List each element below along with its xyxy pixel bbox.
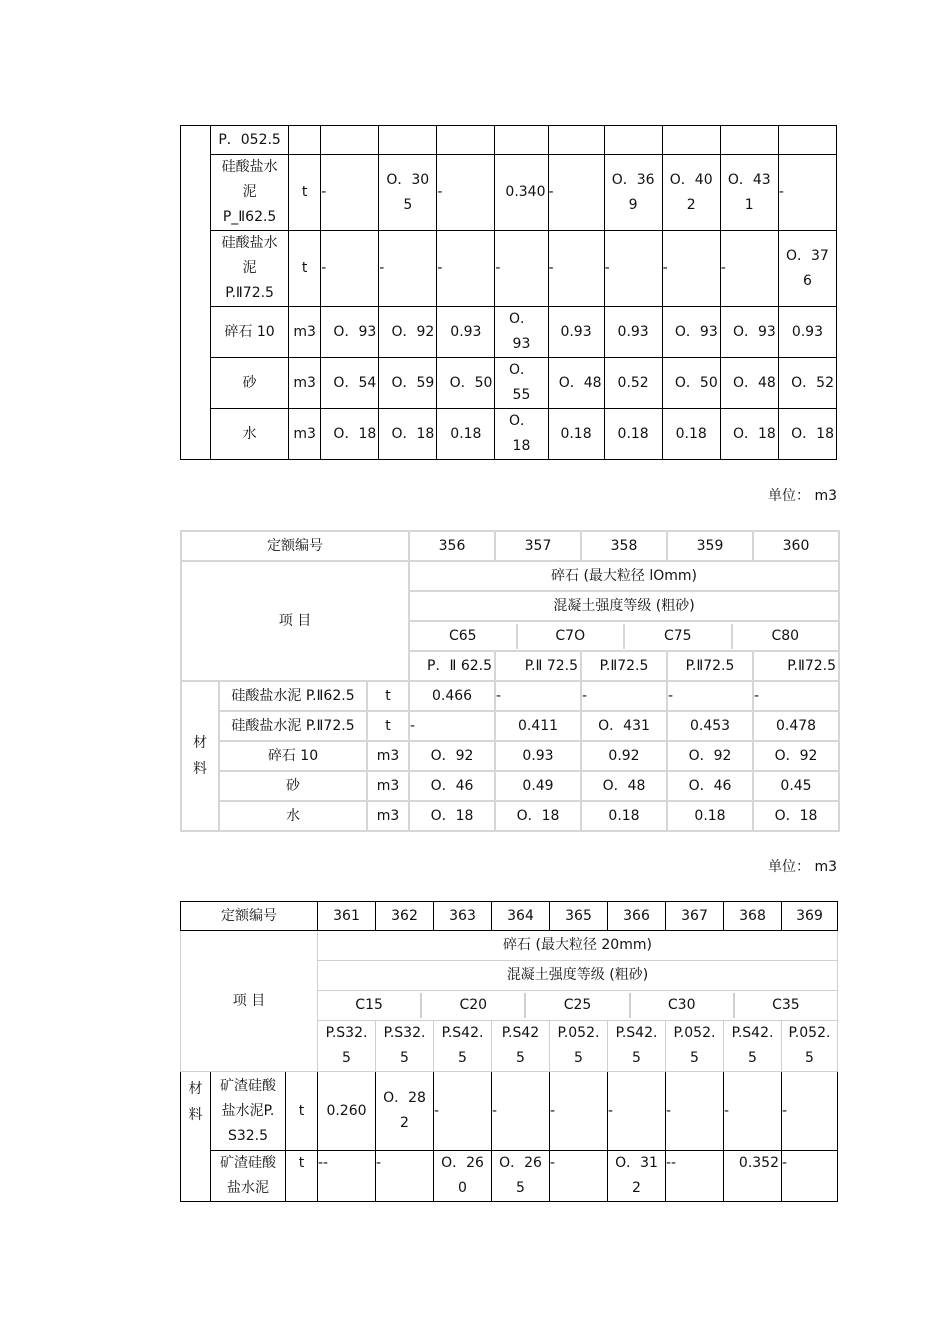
value-cell: - xyxy=(409,711,495,741)
material-name: 水 xyxy=(219,801,367,831)
value-cell: - xyxy=(437,231,495,307)
cement-cell xyxy=(724,1021,782,1072)
cement-cell: P.Ⅱ72.5 xyxy=(753,651,839,681)
material-label-char: 材 xyxy=(193,735,207,751)
grade-list xyxy=(318,993,837,1018)
name-line: 硅酸盐水 xyxy=(221,159,278,175)
value-cell: 0.340 xyxy=(495,155,548,231)
table-row xyxy=(181,358,837,409)
table-row xyxy=(181,561,839,591)
value-cell: O．48 xyxy=(581,771,667,801)
grade-cell: C7O xyxy=(518,624,626,649)
item-label: 项 目 xyxy=(181,561,409,681)
value-cell: 0.18 xyxy=(667,801,753,831)
unit-cell: t xyxy=(286,1151,318,1202)
aggregate-header: 碎石 (最大粒径 20mm) xyxy=(318,931,838,961)
cement-cell xyxy=(782,1021,838,1072)
value-cell xyxy=(434,1151,492,1202)
ration-table-2 xyxy=(180,530,840,832)
value-cell: 0.466 xyxy=(409,681,495,711)
grade-cell: C20 xyxy=(422,993,526,1018)
value-cell: 0.453 xyxy=(667,711,753,741)
unit-cell: m3 xyxy=(367,801,409,831)
value-cell: -- xyxy=(318,1151,376,1202)
value-cell: - xyxy=(548,231,604,307)
value-cell xyxy=(495,307,548,358)
code-cell: 368 xyxy=(724,902,782,931)
unit-cell: m3 xyxy=(289,409,321,460)
value-cell: - xyxy=(550,1072,608,1151)
value-cell: - xyxy=(778,155,836,231)
cement-text: P.S32.5 xyxy=(383,1025,426,1066)
cement-cell xyxy=(608,1021,666,1072)
value-cell: 0.18 xyxy=(548,409,604,460)
material-name: 硅酸盐水泥 P.Ⅱ72.5 xyxy=(219,711,367,741)
material-name-text: 矿渣硅酸盐水泥 xyxy=(220,1155,276,1196)
material-name: 砂 xyxy=(219,771,367,801)
unit-cell xyxy=(289,126,321,155)
cement-cell xyxy=(492,1021,550,1072)
value-cell: 0.18 xyxy=(662,409,720,460)
value-text: O．282 xyxy=(383,1090,426,1131)
value-cell xyxy=(720,126,778,155)
aggregate-header: 碎石 (最大粒径 lOmm) xyxy=(409,561,839,591)
value-cell: O．92 xyxy=(379,307,437,358)
value-cell xyxy=(662,126,720,155)
unit-cell: t xyxy=(289,231,321,307)
value-cell xyxy=(495,358,548,409)
code-cell: 366 xyxy=(608,902,666,931)
value-cell: O．92 xyxy=(409,741,495,771)
value-cell: O．48 xyxy=(720,358,778,409)
code-label: 定额编号 xyxy=(181,531,409,561)
value-cell xyxy=(376,1072,434,1151)
code-cell: 362 xyxy=(376,902,434,931)
unit-cell: t xyxy=(286,1072,318,1151)
grade-cell: C80 xyxy=(771,627,800,644)
table-row xyxy=(181,126,837,155)
value-cell: - xyxy=(376,1151,434,1202)
value-cell: - xyxy=(753,681,839,711)
value-cell: O．431 xyxy=(581,711,667,741)
cement-text: P.S42.5 xyxy=(615,1025,658,1066)
material-label-char: 料 xyxy=(188,1107,203,1123)
value-cell: - xyxy=(492,1072,550,1151)
value-cell: 0.45 xyxy=(753,771,839,801)
value-cell xyxy=(495,126,548,155)
value-cell: 0.352 xyxy=(724,1151,782,1202)
category-cell xyxy=(181,126,211,460)
value-cell: 0.93 xyxy=(548,307,604,358)
unit-cell: t xyxy=(289,155,321,231)
material-name: 碎石 10 xyxy=(219,741,367,771)
table-row xyxy=(181,902,838,931)
cement-cell xyxy=(434,1021,492,1072)
value-cell: 0.18 xyxy=(581,801,667,831)
grade-title: 混凝土强度等级 (粗砂) xyxy=(318,961,838,991)
table-row xyxy=(181,231,837,307)
value-cell: - xyxy=(604,231,662,307)
material-label-char: 料 xyxy=(193,761,207,777)
value-cell: - xyxy=(608,1072,666,1151)
value-cell xyxy=(778,126,836,155)
value-cell: 0.49 xyxy=(495,771,581,801)
unit-cell: t xyxy=(367,711,409,741)
item-label: 项 目 xyxy=(181,931,318,1072)
cement-text: P.052.5 xyxy=(557,1025,600,1066)
material-name: 碎石 10 xyxy=(211,307,289,358)
table-row xyxy=(181,931,838,961)
value-text: O．93 xyxy=(508,311,534,352)
material-label xyxy=(181,681,219,831)
unit-cell: m3 xyxy=(289,358,321,409)
grade-cell: C25 xyxy=(526,993,630,1018)
grade-row xyxy=(318,991,838,1021)
value-cell: O．92 xyxy=(667,741,753,771)
cement-text: P.S425 xyxy=(501,1025,540,1066)
material-label xyxy=(181,1072,211,1202)
cement-text: P.052.5 xyxy=(788,1025,831,1066)
value-text: O．431 xyxy=(727,171,771,213)
value-text: O．312 xyxy=(615,1155,658,1196)
value-cell: - xyxy=(550,1151,608,1202)
value-text: O．265 xyxy=(499,1155,542,1196)
cement-cell xyxy=(318,1021,376,1072)
value-cell: O．50 xyxy=(437,358,495,409)
value-cell xyxy=(720,155,778,231)
grade-cell: C30 xyxy=(631,993,735,1018)
value-cell: - xyxy=(495,231,548,307)
code-cell: 365 xyxy=(550,902,608,931)
value-text: O．369 xyxy=(611,171,655,213)
value-cell: 0.478 xyxy=(753,711,839,741)
material-name-text: 矿渣硅酸盐水泥P.S32.5 xyxy=(220,1077,276,1144)
value-cell: - xyxy=(782,1072,838,1151)
value-cell: O．18 xyxy=(778,409,836,460)
ration-table-3 xyxy=(180,901,838,1202)
value-cell: O．48 xyxy=(548,358,604,409)
value-text: O．305 xyxy=(386,171,430,213)
value-cell: O．18 xyxy=(753,801,839,831)
code-cell: 363 xyxy=(434,902,492,931)
value-text: O．376 xyxy=(785,247,829,289)
value-cell: - xyxy=(321,155,379,231)
value-cell: O．18 xyxy=(409,801,495,831)
unit-cell: m3 xyxy=(367,771,409,801)
grade-cell: C65 xyxy=(410,624,518,649)
value-cell: 0.260 xyxy=(318,1072,376,1151)
unit-label: 单位： m3 xyxy=(768,859,837,875)
code-label: 定额编号 xyxy=(181,902,318,931)
material-label-char: 材 xyxy=(188,1081,203,1097)
cement-cell: P．Ⅱ 62.5 xyxy=(409,651,495,681)
value-cell xyxy=(662,155,720,231)
value-cell: O．93 xyxy=(321,307,379,358)
value-cell: 0.93 xyxy=(604,307,662,358)
value-cell: O．18 xyxy=(495,801,581,831)
value-cell xyxy=(379,155,437,231)
value-cell: O．52 xyxy=(778,358,836,409)
value-cell: - xyxy=(666,1072,724,1151)
cement-text: P.S42.5 xyxy=(441,1025,484,1066)
unit-cell: m3 xyxy=(367,741,409,771)
name-line: 硅酸盐水 xyxy=(221,235,278,251)
cement-cell: P.Ⅱ 72.5 xyxy=(495,651,581,681)
value-cell xyxy=(778,231,836,307)
value-cell: O．92 xyxy=(753,741,839,771)
value-cell xyxy=(492,1151,550,1202)
value-cell: - xyxy=(379,231,437,307)
code-cell: 360 xyxy=(753,531,839,561)
value-cell xyxy=(608,1151,666,1202)
table-row xyxy=(181,771,839,801)
value-cell xyxy=(604,126,662,155)
code-cell: 358 xyxy=(581,531,667,561)
value-cell: - xyxy=(720,231,778,307)
cement-cell xyxy=(550,1021,608,1072)
value-text: O．260 xyxy=(441,1155,484,1196)
value-cell: - xyxy=(321,231,379,307)
unit-cell: m3 xyxy=(289,307,321,358)
table-row xyxy=(181,1072,838,1151)
cement-cell: P.Ⅱ72.5 xyxy=(667,651,753,681)
material-name xyxy=(211,231,289,307)
code-cell: 369 xyxy=(782,902,838,931)
material-name xyxy=(211,1151,286,1202)
value-cell: O．18 xyxy=(379,409,437,460)
value-cell xyxy=(379,126,437,155)
grade-title: 混凝土强度等级 (粗砂) xyxy=(409,591,839,621)
cement-cell: P.Ⅱ72.5 xyxy=(581,651,667,681)
table-row xyxy=(181,531,839,561)
table-row xyxy=(181,711,839,741)
material-name: P．052.5 xyxy=(211,126,289,155)
value-cell: 0.93 xyxy=(437,307,495,358)
code-cell: 359 xyxy=(667,531,753,561)
table-row xyxy=(181,801,839,831)
table-row xyxy=(181,681,839,711)
value-cell: O．59 xyxy=(379,358,437,409)
value-cell: - xyxy=(434,1072,492,1151)
cement-cell xyxy=(666,1021,724,1072)
value-cell: 0.92 xyxy=(581,741,667,771)
value-cell: O．54 xyxy=(321,358,379,409)
value-cell: O．93 xyxy=(662,307,720,358)
code-cell: 361 xyxy=(318,902,376,931)
value-cell: - xyxy=(724,1072,782,1151)
grade-cell: C15 xyxy=(318,993,422,1018)
value-cell: - xyxy=(662,231,720,307)
value-cell xyxy=(548,126,604,155)
code-cell: 367 xyxy=(666,902,724,931)
value-cell: O．46 xyxy=(409,771,495,801)
material-name: 水 xyxy=(211,409,289,460)
code-cell: 356 xyxy=(409,531,495,561)
value-cell: - xyxy=(782,1151,838,1202)
cement-text: P.S32.5 xyxy=(325,1025,368,1066)
unit-cell: t xyxy=(367,681,409,711)
value-cell xyxy=(321,126,379,155)
value-cell: 0.52 xyxy=(604,358,662,409)
table-row xyxy=(181,155,837,231)
value-text: O．402 xyxy=(669,171,713,213)
name-line: P_Ⅱ62.5 xyxy=(222,209,277,225)
value-cell: - xyxy=(437,155,495,231)
value-cell: 0.93 xyxy=(778,307,836,358)
value-cell: - xyxy=(581,681,667,711)
code-cell: 364 xyxy=(492,902,550,931)
value-cell xyxy=(495,409,548,460)
value-cell: 0.411 xyxy=(495,711,581,741)
ration-table-1 xyxy=(180,125,837,460)
grade-list xyxy=(410,624,838,649)
table-row xyxy=(181,1151,838,1202)
value-cell: O．46 xyxy=(667,771,753,801)
grade-row xyxy=(409,621,839,651)
grade-cell: C35 xyxy=(772,997,800,1013)
name-line: P.Ⅱ72.5 xyxy=(225,285,274,301)
table-row xyxy=(181,307,837,358)
value-text: O．55 xyxy=(508,362,534,403)
table-row xyxy=(181,741,839,771)
value-cell: -- xyxy=(666,1151,724,1202)
value-cell: O．93 xyxy=(720,307,778,358)
unit-label: 单位： m3 xyxy=(768,488,837,504)
material-name: 硅酸盐水泥 P.Ⅱ62.5 xyxy=(219,681,367,711)
material-name xyxy=(211,1072,286,1151)
value-cell xyxy=(604,155,662,231)
name-line: 泥 xyxy=(242,184,257,200)
value-cell: - xyxy=(667,681,753,711)
value-cell: O．18 xyxy=(720,409,778,460)
value-cell: 0.18 xyxy=(437,409,495,460)
grade-cell: C75 xyxy=(625,624,733,649)
value-cell: 0.18 xyxy=(604,409,662,460)
cement-cell xyxy=(376,1021,434,1072)
value-cell: - xyxy=(495,681,581,711)
value-cell: - xyxy=(548,155,604,231)
code-cell: 357 xyxy=(495,531,581,561)
value-cell: 0.93 xyxy=(495,741,581,771)
value-cell: O．18 xyxy=(321,409,379,460)
value-cell xyxy=(437,126,495,155)
value-text: O．18 xyxy=(508,413,534,454)
cement-text: P.052.5 xyxy=(673,1025,716,1066)
cement-text: P.S42.5 xyxy=(731,1025,774,1066)
table-row xyxy=(181,409,837,460)
material-name xyxy=(211,155,289,231)
material-name: 砂 xyxy=(211,358,289,409)
name-line: 泥 xyxy=(242,260,257,276)
value-cell: O．50 xyxy=(662,358,720,409)
